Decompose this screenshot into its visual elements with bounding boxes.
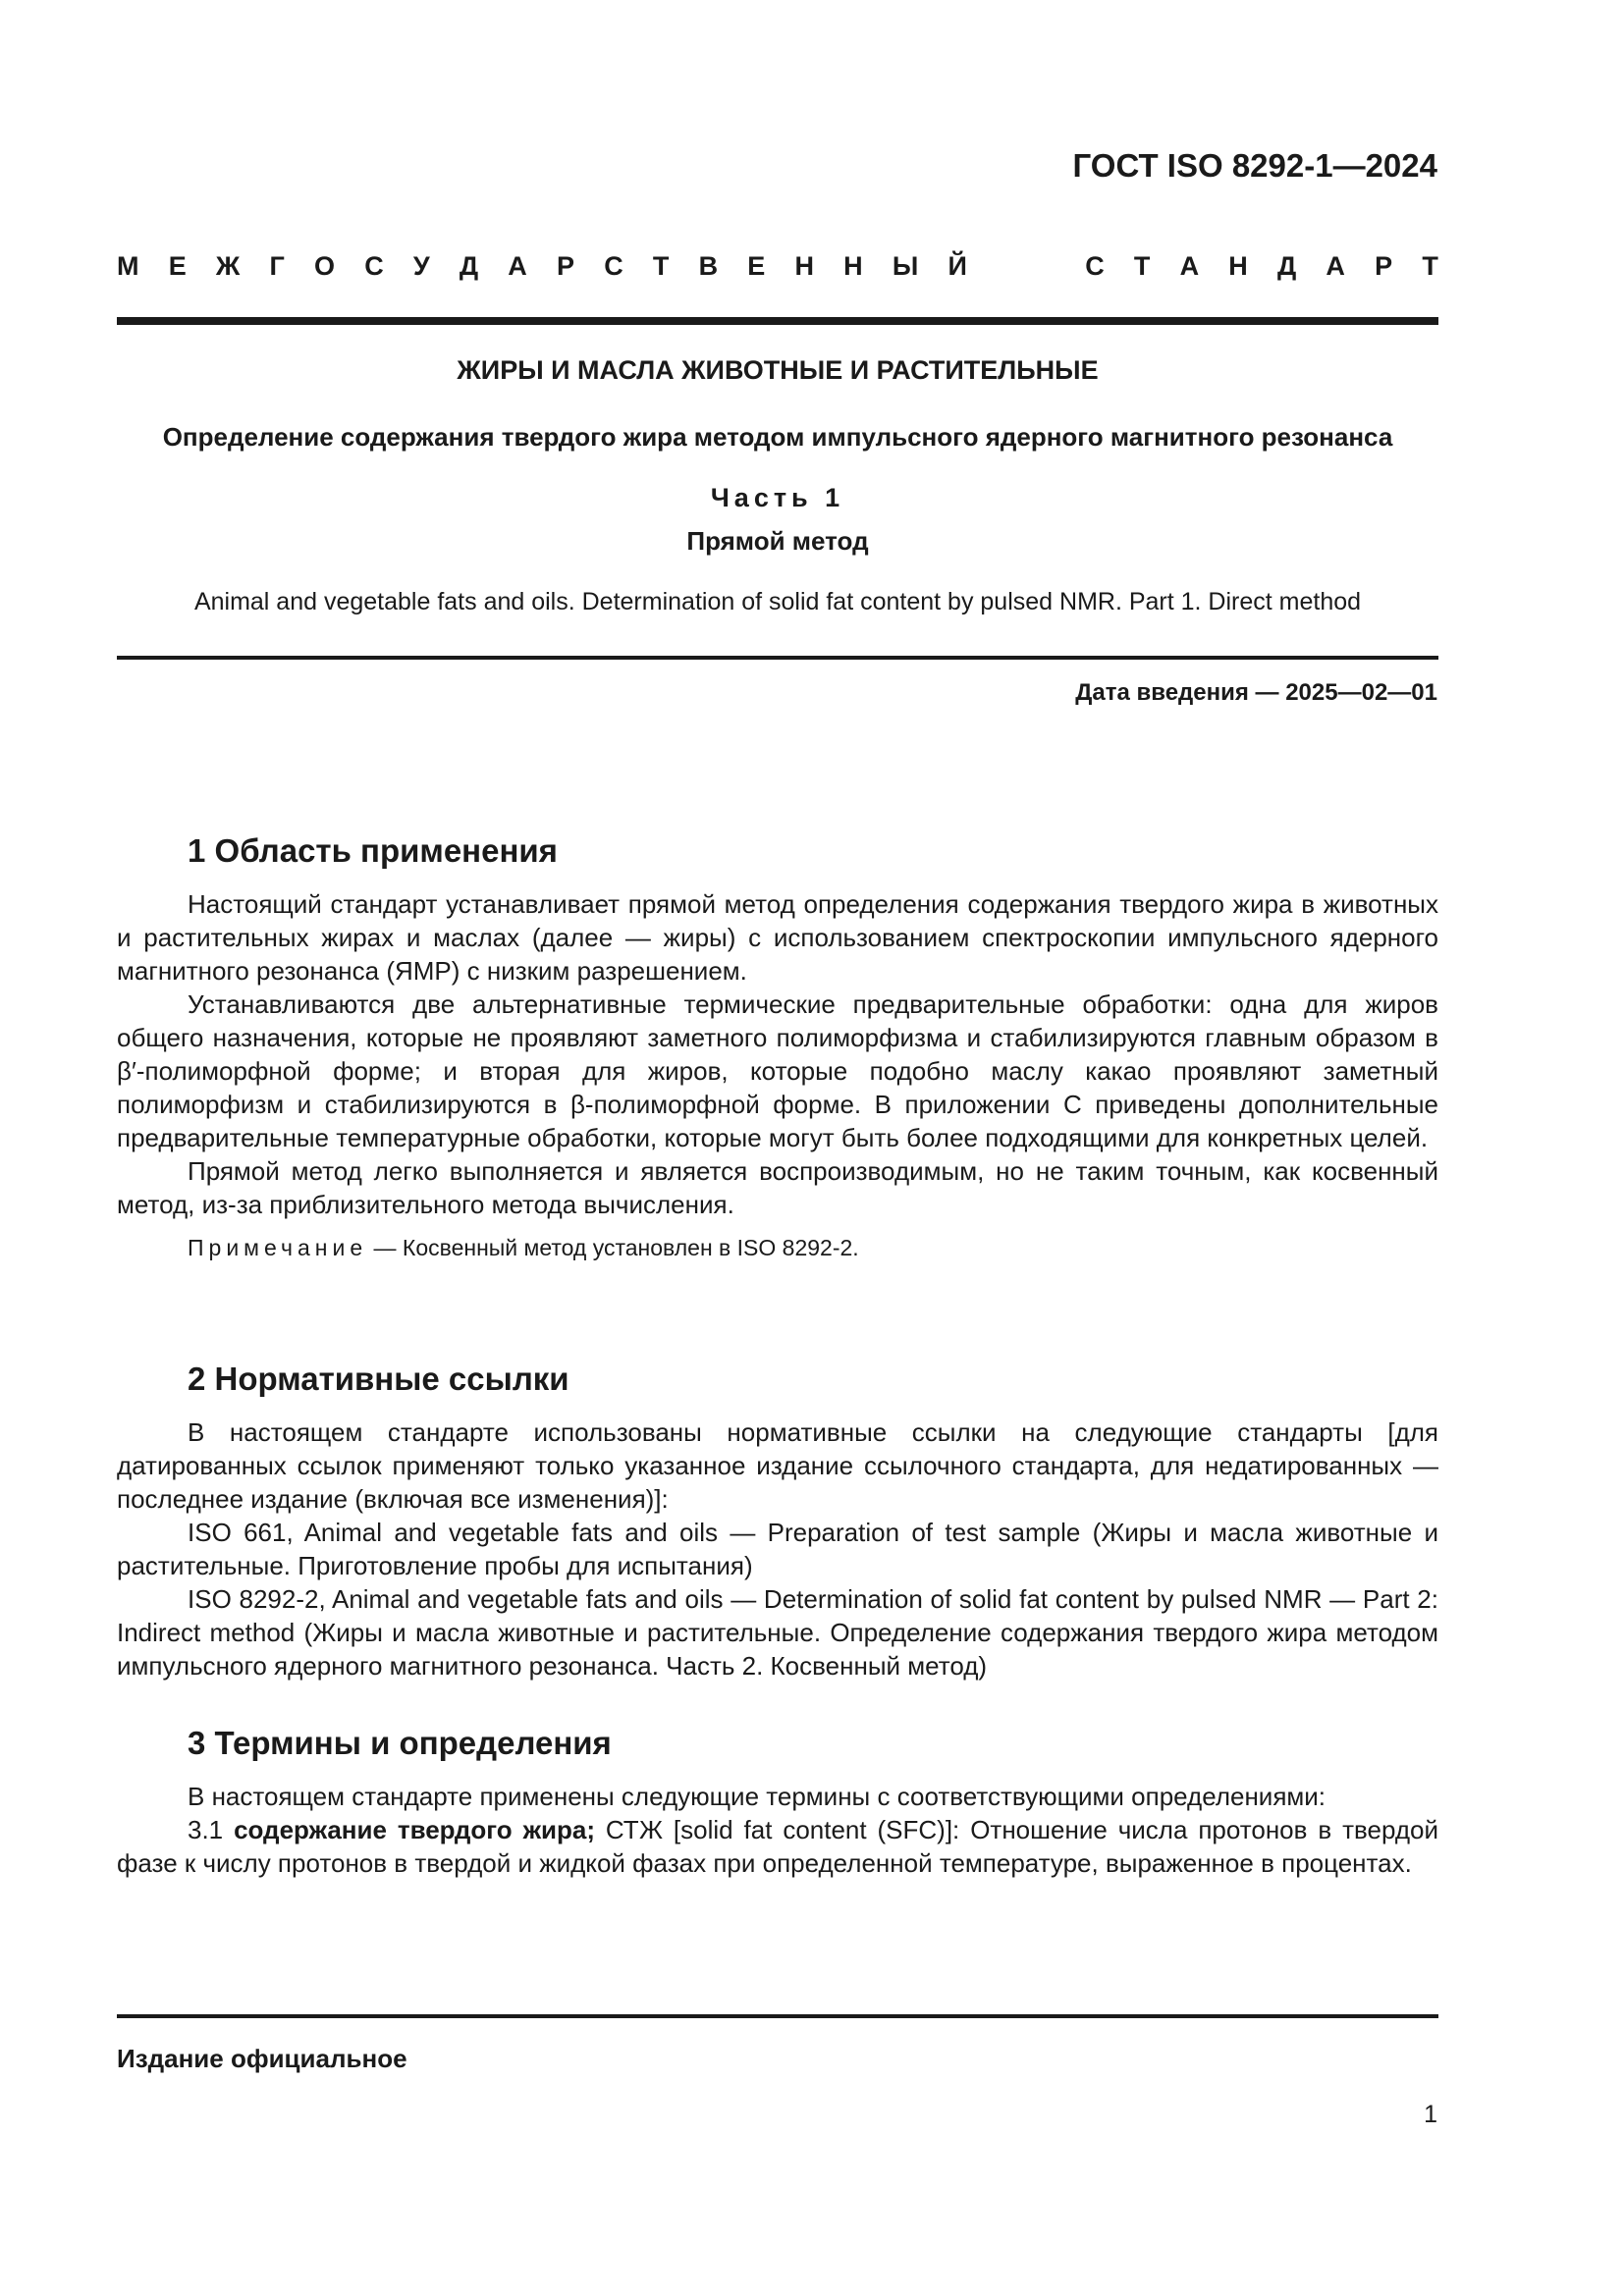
section-heading: 2 Нормативные ссылки bbox=[188, 1361, 569, 1397]
interstate-letter: М bbox=[117, 251, 139, 281]
paragraph: Устанавливаются две альтернативные термические предварительные обработки: одна для жиров общего назначения, которые не проявляют заметного полиморфизма и стабилизируются главным образом в β′-полиморфной форме; и вторая для жиров, которые подобно маслу какао проявляют заметный полиморфизм и стабилизируются в β-полиморфной форме. В приложении С приведены дополнительные предварительные температурные обработки, которые могут быть более подходящими для конкретных целей. bbox=[117, 989, 1438, 1152]
part-title: Прямой метод bbox=[686, 526, 869, 556]
section-heading: 1 Область применения bbox=[188, 832, 558, 869]
note-label: Примечание bbox=[188, 1235, 368, 1260]
interstate-letter: Ж bbox=[215, 251, 241, 281]
reference-item: ISO 8292-2, Animal and vegetable fats and oils — Determination of solid fat content by pulsed NMR — Part 2: Indirect method (Жиры и масла животные и растительные. Определение содержания твердого жира методом импульсного ядерного магнитного резонанса. Часть 2. Косвенный метод) bbox=[117, 1584, 1438, 1681]
interstate-letter: Р bbox=[1375, 251, 1393, 281]
interstate-letter: Н bbox=[1228, 251, 1248, 281]
interstate-letter: С bbox=[364, 251, 384, 281]
interstate-letter: Ы bbox=[892, 251, 919, 281]
section-terms bbox=[117, 1725, 1438, 1880]
footer-divider bbox=[117, 2014, 1438, 2018]
interstate-letter: Р bbox=[556, 251, 574, 281]
paragraph: В настоящем стандарте использованы нормативные ссылки на следующие стандарты [для датированных ссылок применяют только указанное издание ссылочного стандарта, для недатированных — последнее издание (включая все изменения)]: bbox=[117, 1417, 1438, 1514]
interstate-letter: В bbox=[698, 251, 719, 281]
interstate-letter: Й bbox=[947, 251, 967, 281]
interstate-letter: О bbox=[313, 251, 335, 281]
reference-item: ISO 661, Animal and vegetable fats and oils — Preparation of test sample (Жиры и масла животные и растительные. Приготовление пробы для испытания) bbox=[117, 1518, 1438, 1580]
document-subtitle: Определение содержания твердого жира методом импульсного ядерного магнитного резонанса bbox=[162, 422, 1393, 452]
paragraph: В настоящем стандарте применены следующие термины с соответствующими определениями: bbox=[188, 1782, 1326, 1811]
document-title: ЖИРЫ И МАСЛА ЖИВОТНЫЕ И РАСТИТЕЛЬНЫЕ bbox=[457, 355, 1099, 385]
term-definition bbox=[117, 1813, 1438, 1880]
interstate-letter: Д bbox=[1276, 251, 1297, 281]
interstate-letter: У bbox=[412, 251, 430, 281]
section-normative-references bbox=[117, 1361, 1438, 1682]
interstate-letter: Н bbox=[843, 251, 863, 281]
english-title: Animal and vegetable fats and oils. Determination of solid fat content by pulsed NMR. Part 1. Direct method bbox=[193, 588, 1362, 615]
paragraph: Прямой метод легко выполняется и является воспроизводимым, но не таким точным, как косвенный метод, из-за приблизительного метода вычисления. bbox=[117, 1156, 1438, 1219]
term-name: содержание твердого жира; bbox=[234, 1815, 595, 1844]
interstate-letter: А bbox=[1326, 251, 1345, 281]
interstate-letter: Д bbox=[459, 251, 479, 281]
interstate-letter: С bbox=[1085, 251, 1105, 281]
standard-number: ГОСТ ISO 8292-1—2024 bbox=[1072, 147, 1437, 184]
header-divider bbox=[117, 317, 1438, 325]
interstate-letter: Е bbox=[747, 251, 766, 281]
paragraph: Настоящий стандарт устанавливает прямой метод определения содержания твердого жира в животных и растительных жирах и маслах (далее — жиры) с использованием спектроскопии импульсного ядерного магнитного резонанса (ЯМР) с низким разрешением. bbox=[117, 889, 1438, 986]
interstate-letter: Т bbox=[652, 251, 670, 281]
edition-label: Издание официальное bbox=[117, 2044, 407, 2073]
section-heading: 3 Термины и определения bbox=[188, 1725, 612, 1761]
interstate-letter: Т bbox=[1422, 251, 1438, 281]
interstate-letter: С bbox=[604, 251, 623, 281]
title-divider bbox=[117, 656, 1438, 660]
note bbox=[117, 1231, 1438, 1264]
term-number: 3.1 bbox=[188, 1815, 235, 1844]
introduction-date: Дата введения — 2025—02—01 bbox=[1075, 679, 1437, 706]
interstate-letter: А bbox=[508, 251, 527, 281]
word-gap bbox=[997, 251, 1056, 282]
interstate-letter: Н bbox=[794, 251, 814, 281]
interstate-letter: Т bbox=[1133, 251, 1151, 281]
note-text: — Косвенный метод установлен в ISO 8292-2. bbox=[367, 1235, 859, 1260]
interstate-letter: Е bbox=[168, 251, 187, 281]
interstate-letter: Г bbox=[269, 251, 285, 281]
page-number: 1 bbox=[1424, 2101, 1437, 2128]
interstate-standard-heading bbox=[117, 251, 1438, 282]
part-label: Часть 1 bbox=[710, 483, 845, 512]
term-text: СТЖ [solid fat content (SFC)]: Отношение числа протонов в твердой фазе к числу протонов в твердой и жидкой фазах при определенной температуре, выраженное в процентах. bbox=[117, 1815, 1438, 1878]
section-scope bbox=[117, 832, 1438, 1264]
interstate-letter: А bbox=[1179, 251, 1200, 281]
